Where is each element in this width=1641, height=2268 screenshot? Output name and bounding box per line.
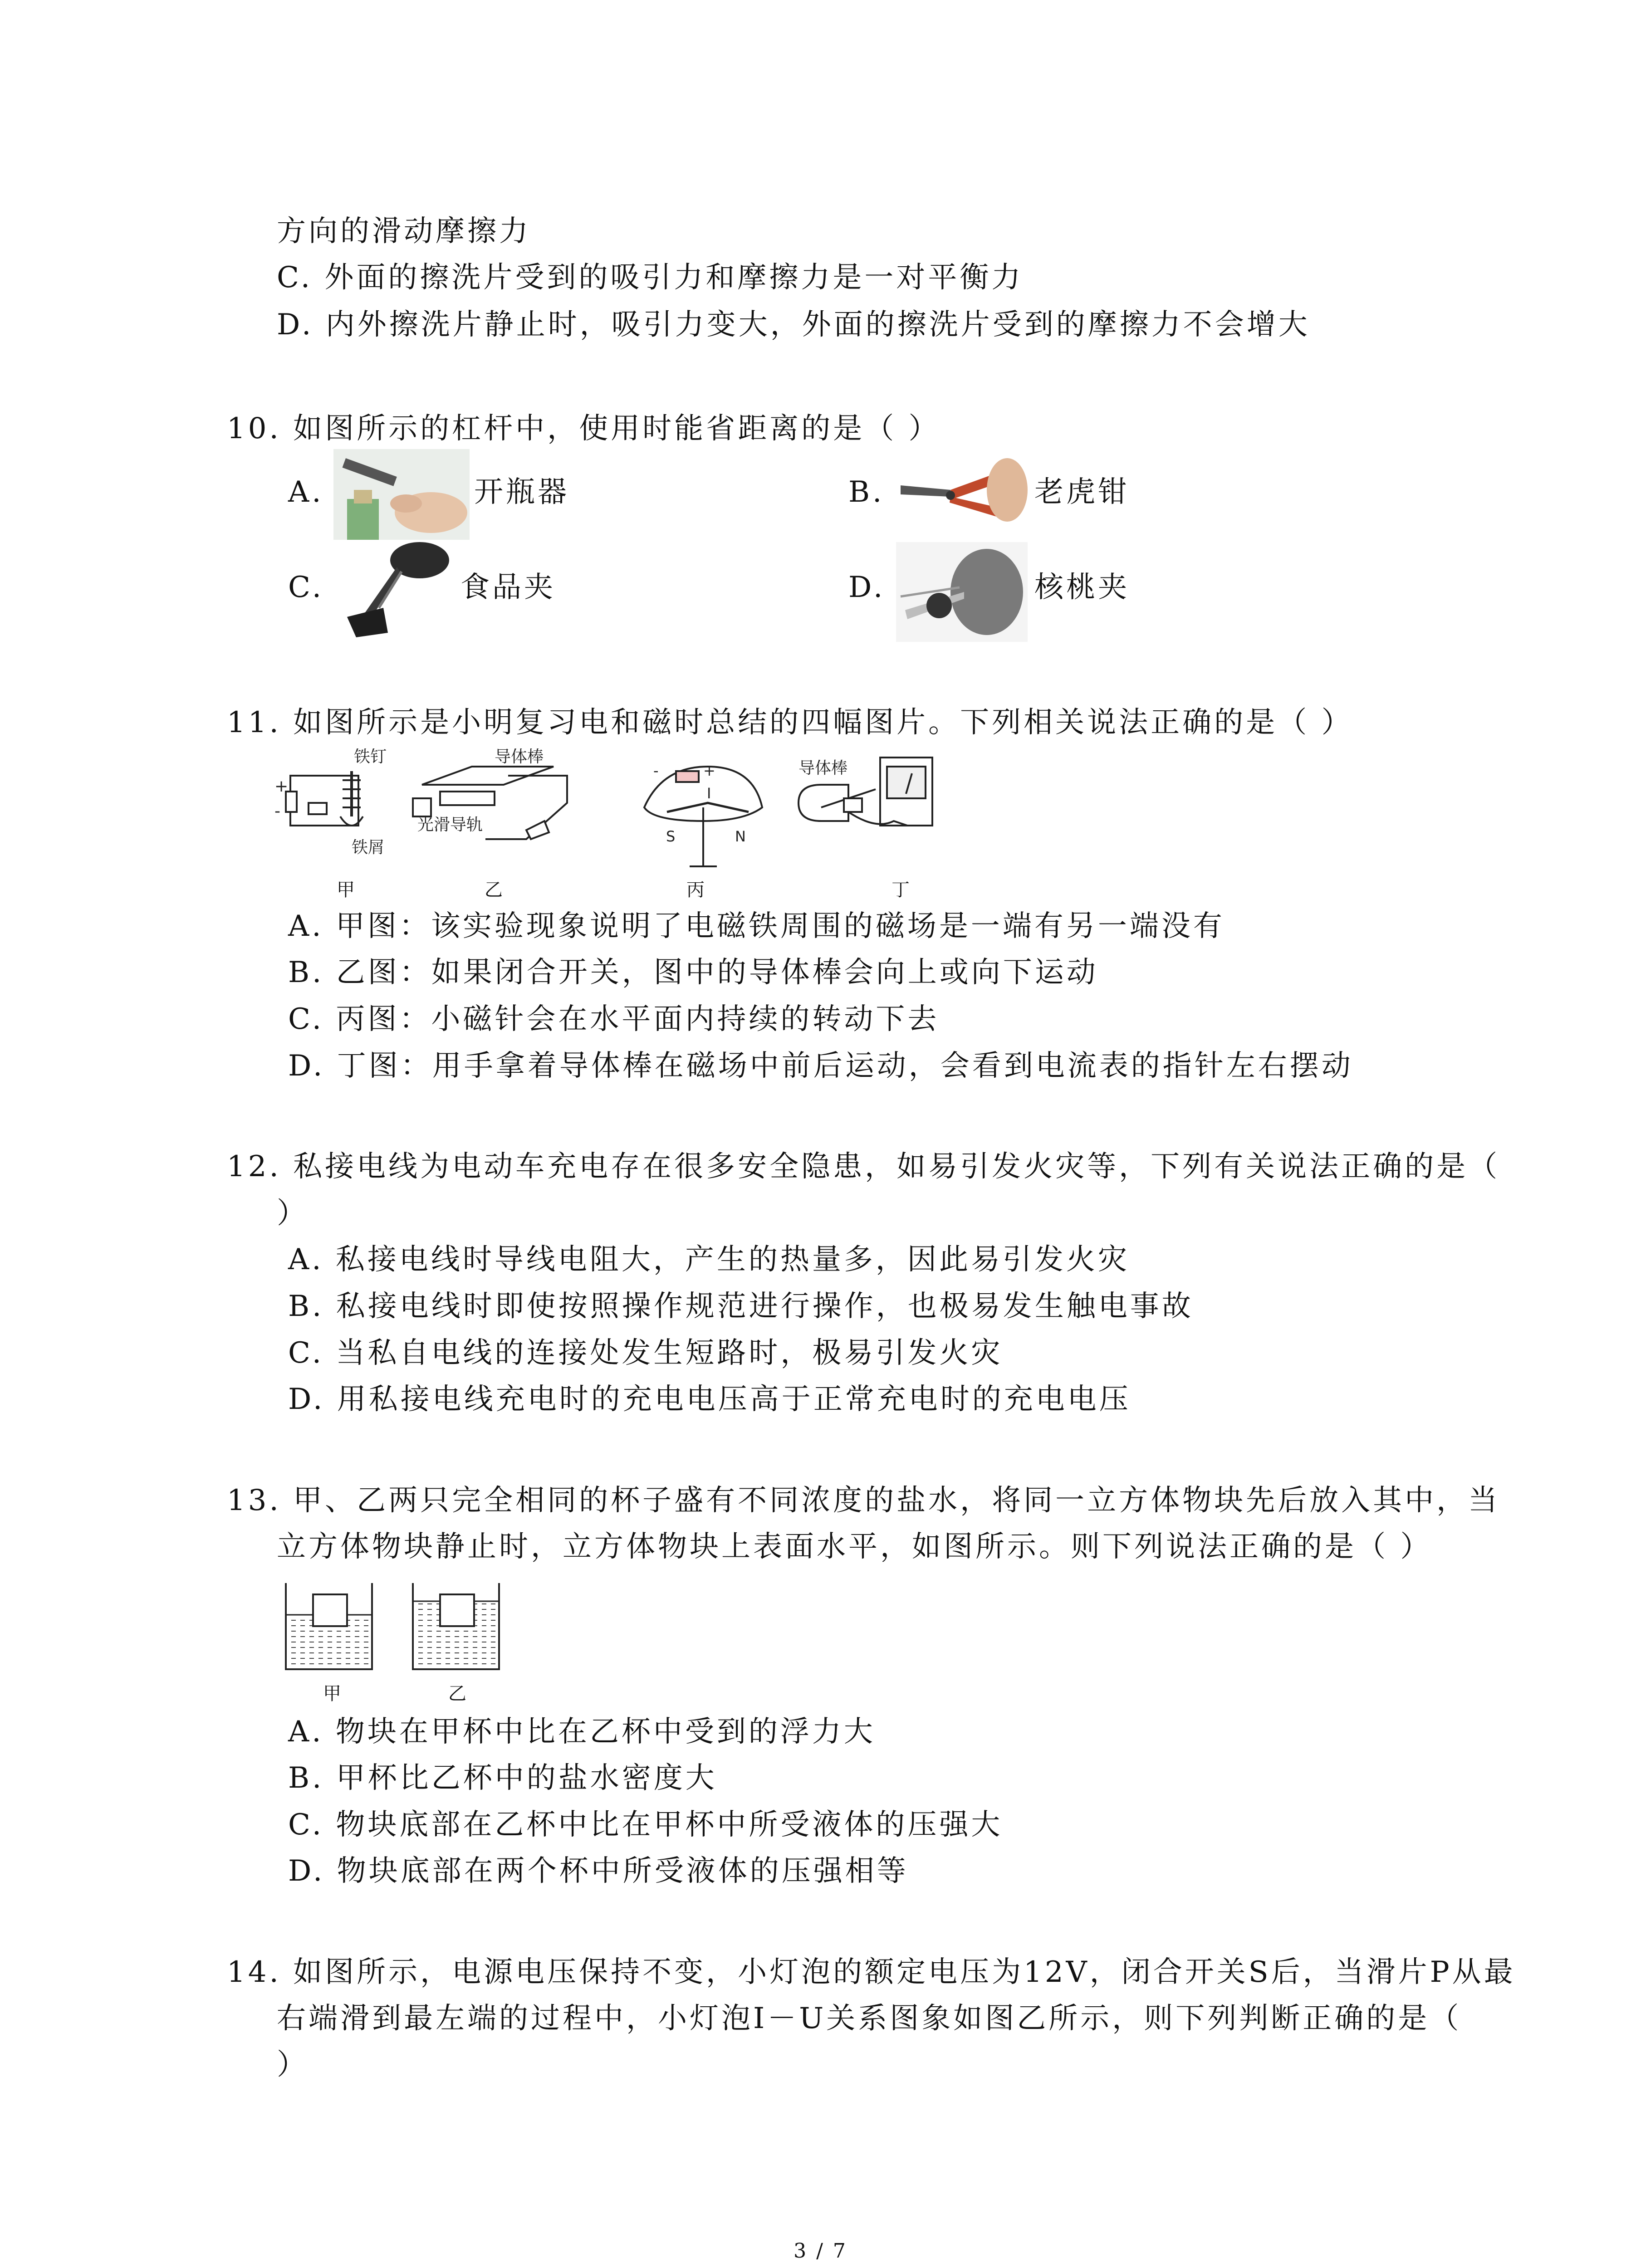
q9-continuation: 方向的滑动摩擦力 [277, 215, 531, 248]
food-tongs-image [333, 540, 460, 640]
q12-option-a: A. 私接电线时导线电阻大，产生的热量多，因此易引发火灾 [288, 1243, 1130, 1276]
q10-option-a-label: 开瓶器 [474, 475, 569, 509]
q10-option-b-letter: B. [848, 475, 885, 509]
yi-rail-label: 光滑导轨 [417, 816, 483, 834]
q10-stem: 10. 如图所示的杠杆中，使用时能省距离的是（ ） [227, 412, 941, 445]
page-number: 3 / 7 [794, 2239, 847, 2263]
bottle-opener-image [333, 449, 470, 540]
q13-option-d: D. 物块底部在两个杯中所受液体的压强相等 [288, 1854, 909, 1888]
nutcracker-image [896, 542, 1028, 642]
q11-caption-ding: 丁 [892, 880, 910, 900]
q13-caption-jia: 甲 [323, 1683, 341, 1704]
bing-minus-label: - [653, 762, 659, 779]
q11-option-a: A. 甲图：该实验现象说明了电磁铁周围的磁场是一端有另一端没有 [288, 909, 1225, 943]
q11-caption-jia: 甲 [337, 880, 355, 900]
jia-plus-label: + [274, 777, 289, 796]
q10-option-d-label: 核桃夹 [1034, 571, 1130, 604]
q13-option-b: B. 甲杯比乙杯中的盐水密度大 [288, 1761, 717, 1795]
q13-option-c: C. 物块底部在乙杯中比在甲杯中所受液体的压强大 [288, 1808, 1003, 1842]
bing-current-label: I [707, 785, 711, 802]
q12-option-b: B. 私接电线时即使按照操作规范进行操作，也极易发生触电事故 [288, 1290, 1194, 1323]
q13-stem-line1: 13. 甲、乙两只完全相同的杯子盛有不同浓度的盐水，将同一立方体物块先后放入其中，当 [227, 1484, 1500, 1517]
ding-conductor-label: 导体棒 [798, 759, 848, 777]
q10-option-c-label: 食品夹 [460, 571, 556, 604]
bing-south-label: S [666, 828, 676, 845]
q13-caption-yi: 乙 [448, 1683, 466, 1704]
q10-option-d-letter: D. [848, 571, 886, 604]
q14-stem-line3: ） [277, 2048, 309, 2082]
q12-stem-line2: ） [277, 1197, 309, 1230]
q9-option-d: D. 内外擦洗片静止时，吸引力变大，外面的擦洗片受到的摩擦力不会增大 [277, 308, 1310, 342]
jia-minus-label: - [274, 802, 280, 821]
q12-stem-line1: 12. 私接电线为电动车充电存在很多安全隐患，如易引发火灾等，下列有关说法正确的是（ [227, 1150, 1500, 1183]
q10-option-a-letter: A. [288, 475, 324, 509]
jia-tie-ding-label: 铁钉 [354, 748, 387, 766]
q11-option-b: B. 乙图：如果闭合开关，图中的导体棒会向上或向下运动 [288, 956, 1098, 989]
q11-stem: 11. 如图所示是小明复习电和磁时总结的四幅图片。下列相关说法正确的是（ ） [227, 706, 1353, 739]
yi-conductor-label: 导体棒 [495, 748, 544, 766]
q14-stem-line1: 14. 如图所示，电源电压保持不变，小灯泡的额定电压为12V，闭合开关S后，当滑片P从最 [227, 1955, 1516, 1989]
q9-option-c: C. 外面的擦洗片受到的吸引力和摩擦力是一对平衡力 [277, 261, 1024, 294]
bing-plus-label: + [703, 762, 715, 779]
q11-option-d: D. 丁图：用手拿着导体棒在磁场中前后运动，会看到电流表的指针左右摆动 [288, 1049, 1353, 1083]
q12-option-c: C. 当私自电线的连接处发生短路时，极易引发火灾 [288, 1336, 1003, 1370]
q10-option-c-letter: C. [288, 571, 324, 604]
pliers-image [896, 454, 1028, 531]
jia-tie-xie-label: 铁屑 [352, 838, 385, 857]
q12-option-d: D. 用私接电线充电时的充电电压高于正常充电时的充电电压 [288, 1383, 1131, 1416]
bing-north-label: N [735, 828, 746, 845]
q13-stem-line2: 立方体物块静止时，立方体物块上表面水平，如图所示。则下列说法正确的是（ ） [277, 1530, 1432, 1564]
q10-option-b-label: 老虎钳 [1034, 475, 1130, 509]
q11-figures [272, 748, 975, 903]
q11-caption-bing: 丙 [686, 880, 705, 900]
q13-option-a: A. 物块在甲杯中比在乙杯中受到的浮力大 [288, 1715, 876, 1749]
q13-cups-figure [281, 1574, 517, 1678]
q11-option-c: C. 丙图：小磁针会在水平面内持续的转动下去 [288, 1002, 940, 1036]
q14-stem-line2: 右端滑到最左端的过程中，小灯泡I－U关系图象如图乙所示，则下列判断正确的是（ [277, 2002, 1462, 2035]
q11-caption-yi: 乙 [485, 880, 503, 900]
